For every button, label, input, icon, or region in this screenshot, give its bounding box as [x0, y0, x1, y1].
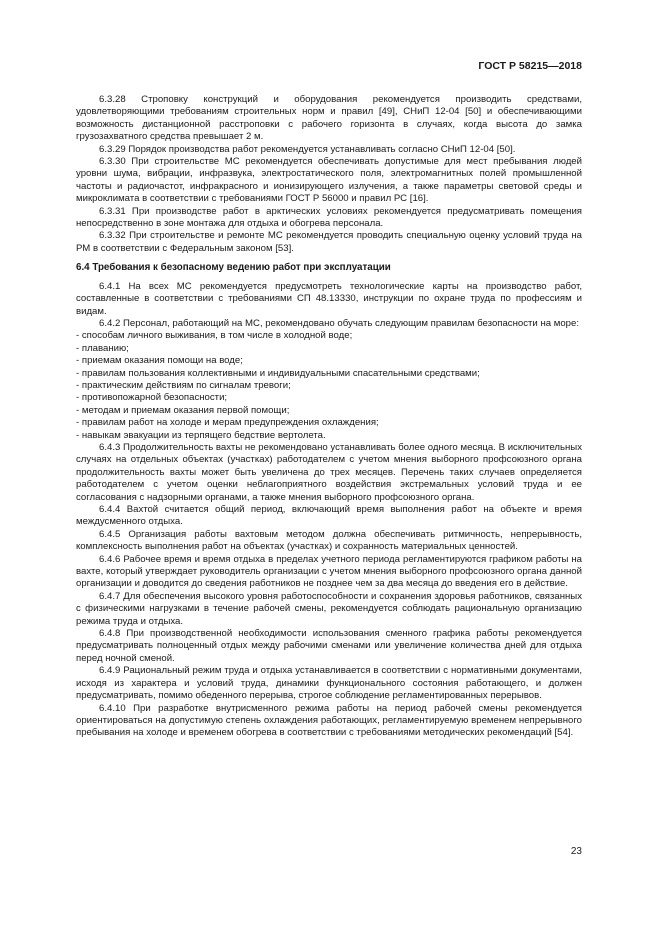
list-item: - правилам пользования коллективными и индивидуальными спасательными средствами;	[76, 368, 582, 380]
page-number: 23	[570, 846, 582, 857]
list-item: - плаванию;	[76, 343, 582, 355]
page-body	[76, 94, 582, 740]
paragraph-6-4-5: 6.4.5 Организация работы вахтовым методом должна обеспечивать ритмичность, непрерывность, комплексность выполнения работ на объектах (участках) и сохранность материальных ценностей.	[76, 528, 582, 553]
paragraph-6-3-28: 6.3.28 Строповку конструкций и оборудования рекомендуется производить средствами, удовлетворяющими требованиям строительных норм и правил [49], СНиП 12-04 [50] и обеспечивающими возможность дистанционной расстроповки с рабочего горизонта в случаях, когда высота до замка грузозахватного средства превышает 2 м.	[76, 94, 582, 143]
paragraph-6-4-2: 6.4.2 Персонал, работающий на МС, рекомендовано обучать следующим правилам безопасности на море:	[99, 317, 580, 329]
paragraph-6-3-32: 6.3.32 При строительстве и ремонте МС рекомендуется проводить специальную оценку условий труда на РМ в соответствии с Федеральным законом [53].	[76, 230, 582, 254]
paragraph-6-4-3: 6.4.3 Продолжительность вахты не рекомендовано устанавливать более одного месяца. В исключительных случаях на отдельных объектах (участках) работодателем с учетом мнения выборного профсоюзного органа продолжительность вахты может быть увеличена до трех месяцев. Перечень таких случаев определяется работодателем с учетом оценки неблагоприятного воздействия экстремальных условий труда и ее согласования с надзорными органами, а также мнения выборного профсоюзного органа.	[76, 441, 582, 503]
document-code: ГОСТ Р 58215—2018	[478, 60, 582, 72]
list-item: - способам личного выживания, в том числе в холодной воде;	[76, 330, 582, 342]
paragraph-6-4-1: 6.4.1 На всех МС рекомендуется предусмотреть технологические карты на производство работ, составленные в соответствии с требованиями СП 48.13330, инструкции по охране труда по профессиям и видам.	[76, 280, 582, 317]
paragraph-6-4-6: 6.4.6 Рабочее время и время отдыха в пределах учетного периода регламентируются графиком работы на вахте, который утверждает руководитель организации с учетом мнения выборного профсоюзного органа данной организации и доводится до сведения работников не позднее чем за два месяца до введения его в действие.	[76, 553, 582, 590]
list-item: - практическим действиям по сигналам тревоги;	[76, 380, 582, 392]
list-item: - приемам оказания помощи на воде;	[76, 355, 582, 367]
list-item: - правилам работ на холоде и мерам предупреждения охлаждения;	[76, 417, 582, 429]
paragraph-6-4-4: 6.4.4 Вахтой считается общий период, включающий время выполнения работ на объекте и время междусменного отдыха.	[76, 504, 582, 528]
safety-training-list	[76, 330, 582, 442]
paragraph-6-4-10: 6.4.10 При разработке внутрисменного режима работы на период рабочей смены рекомендуется ориентироваться на допустимую степень охлаждения работающих, регламентируемую временем непрерывного пребывания на холоде и временем обогрева в соответствии с требованиями методических рекомендаций [54].	[76, 702, 582, 739]
section-heading-6-4: 6.4 Требования к безопасному ведению работ при эксплуатации	[76, 262, 391, 274]
paragraph-6-4-7: 6.4.7 Для обеспечения высокого уровня работоспособности и сохранения здоровья работников, связанных с физическими нагрузками в течение рабочей смены, рекомендуется соблюдать рациональную организацию режима труда и отдыха.	[76, 590, 582, 627]
list-item: - навыкам эвакуации из терпящего бедствие вертолета.	[76, 430, 582, 442]
paragraph-6-3-30: 6.3.30 При строительстве МС рекомендуется обеспечивать допустимые для мест пребывания людей уровни шума, вибрации, инфразвука, электростатического поля, электромагнитных полей промышленной частоты и радиочастот, инфракрасного и ионизирующего излучения, а также параметры световой среды и микроклимата в соответствии с требованиями ГОСТ Р 56000 и правил РС [16].	[76, 156, 582, 205]
paragraph-6-4-9: 6.4.9 Рациональный режим труда и отдыха устанавливается в соответствии с нормативными документами, исходя из характера и условий труда, динамики функционального состояния работающего, и должен предусматривать, помимо обеденного перерыва, строгое соблюдение регламентированных перерывов.	[76, 665, 582, 702]
paragraph-6-3-31: 6.3.31 При производстве работ в арктических условиях рекомендуется предусматривать помещения непосредственно в зоне монтажа для отдыха и обогрева персонала.	[76, 205, 582, 230]
list-item: - методам и приемам оказания первой помощи;	[76, 405, 582, 417]
paragraph-6-4-8: 6.4.8 При производственной необходимости использования сменного графика работы рекомендуется предусматривать полноценный отдых между рабочими сменами или увеличение количества дней для отдыха перед ночной сменой.	[76, 628, 582, 664]
list-item: - противопожарной безопасности;	[76, 392, 582, 404]
paragraph-6-3-29: 6.3.29 Порядок производства работ рекомендуется устанавливать согласно СНиП 12-04 [50].	[99, 143, 516, 155]
